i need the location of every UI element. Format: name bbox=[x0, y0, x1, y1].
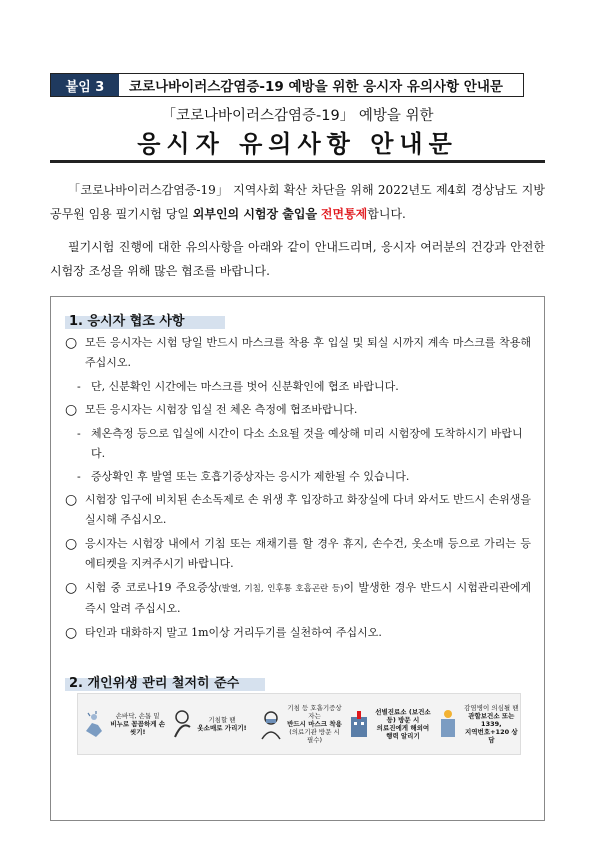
banner-line: 손바닥, 손톱 밑 bbox=[115, 712, 160, 720]
sub-item-text: 증상확인 후 발열 또는 호흡기증상자는 응시가 제한될 수 있습니다. bbox=[91, 470, 410, 483]
handwash-icon bbox=[82, 707, 106, 741]
banner-line: 의료진에게 해외여행력 알리기 bbox=[376, 724, 430, 740]
sub-item bbox=[65, 467, 531, 487]
list-item bbox=[65, 490, 531, 530]
banner-text bbox=[283, 704, 343, 744]
intro-text-d: 합니다. bbox=[367, 207, 406, 221]
symptom-examples: (발열, 기침, 인후통 호흡곤란 등) bbox=[218, 584, 344, 594]
bullet-mark: ○ bbox=[65, 536, 78, 552]
banner-cell-hotline bbox=[432, 694, 520, 754]
intro-text-a: 「코로나바이러스감염증-19」 지역사회 확산 차단을 위해 2022년도 제4회 경상남도 지방공무원 임용 필기시험 당일 bbox=[50, 183, 545, 221]
banner-line: 기침할 땐 bbox=[208, 716, 236, 724]
intro-text-red: 전면통제 bbox=[320, 207, 368, 221]
sub-item bbox=[65, 377, 531, 397]
attachment-tag: 붙임 3 bbox=[51, 74, 119, 96]
banner-line: 선별진료소 (보건소 등) 방문 시 bbox=[375, 708, 431, 724]
list-item-text: 타인과 대화하지 말고 1m이상 거리두기를 실천하여 주십시오. bbox=[85, 626, 382, 639]
banner-line: 지역번호+120 상담 bbox=[464, 728, 518, 744]
banner-cell-cough bbox=[166, 694, 254, 754]
sub-item bbox=[65, 424, 531, 464]
bullet-mark: ○ bbox=[65, 625, 78, 641]
section-1-title: 1. 응시자 협조 사항 bbox=[65, 309, 225, 329]
dash-mark: - bbox=[77, 427, 81, 440]
banner-text bbox=[106, 712, 166, 736]
mask-person-icon bbox=[259, 707, 283, 741]
banner-line: 반드시 마스크 착용 bbox=[287, 720, 342, 728]
list-item-text: 모든 응시자는 시험장 입실 전 체온 측정에 협조바랍니다. bbox=[85, 403, 358, 416]
cough-icon bbox=[170, 707, 194, 741]
intro-text-b: 외부인의 시험장 출입을 bbox=[192, 207, 318, 221]
list-item-text bbox=[85, 578, 531, 619]
banner-cell-handwash bbox=[78, 694, 166, 754]
list-item bbox=[65, 534, 531, 574]
banner-line: 옷소매로 가리기! bbox=[197, 724, 247, 732]
sub-item-text: 체온측정 등으로 입실에 시간이 다소 소요될 것을 예상해 미리 시험장에 도착하시기 바랍니다. bbox=[91, 427, 523, 460]
bullet-mark: ○ bbox=[65, 580, 78, 596]
list-item-text: 모든 응시자는 시험 당일 반드시 마스크를 착용 후 입실 및 퇴실 시까지 계속 마스크를 착용해 주십시오. bbox=[85, 336, 531, 369]
intro-paragraph-1 bbox=[50, 178, 545, 226]
section-1-list bbox=[65, 333, 531, 647]
title-rule bbox=[50, 160, 545, 163]
hotline-icon bbox=[436, 707, 460, 741]
list-item bbox=[65, 623, 531, 643]
list-item-text: 응시자는 시험장 내에서 기침 또는 재채기를 할 경우 휴지, 손수건, 옷소매 등으로 가리는 등 에티켓을 지켜주시기 바랍니다. bbox=[85, 537, 531, 570]
banner-line: 비누로 꼼꼼하게 손씻기! bbox=[110, 720, 166, 736]
list-item bbox=[65, 578, 531, 619]
symptom-rest: 이 발생한 경우 반드시 시험관리관에게 즉시 알려 주십시오. bbox=[85, 581, 531, 615]
hospital-icon bbox=[347, 707, 371, 741]
hygiene-banner bbox=[77, 693, 521, 755]
banner-cell-mask bbox=[255, 694, 343, 754]
banner-line: 기침 등 호흡기증상자는 bbox=[287, 704, 342, 720]
banner-text bbox=[371, 708, 431, 740]
banner-line: 관할보건소 또는 1339, bbox=[468, 712, 515, 728]
header-box bbox=[50, 73, 524, 97]
list-item bbox=[65, 400, 531, 420]
banner-cell-clinic bbox=[343, 694, 431, 754]
bullet-mark: ○ bbox=[65, 335, 78, 351]
banner-text bbox=[460, 704, 520, 744]
banner-line: 감염병이 의심될 땐 bbox=[464, 704, 519, 712]
header-title: 코로나바이러스감염증-19 예방을 위한 응시자 유의사항 안내문 bbox=[129, 79, 503, 95]
banner-text bbox=[194, 716, 246, 732]
list-item bbox=[65, 333, 531, 373]
intro-paragraph-2: 필기시험 진행에 대한 유의사항을 아래와 같이 안내드리며, 응시자 여러분의 건강과 안전한 시험장 조성을 위해 많은 협조를 바랍니다. bbox=[50, 240, 545, 278]
symptom-lead: 시험 중 코로나19 주요증상 bbox=[85, 581, 219, 594]
bullet-mark: ○ bbox=[65, 492, 78, 508]
list-item-text: 시험장 입구에 비치된 손소독제로 손 위생 후 입장하고 화장실에 다녀 와서도 반드시 손위생을 실시해 주십시오. bbox=[85, 493, 531, 526]
main-title: 응시자 유의사항 안내문 bbox=[137, 130, 458, 158]
sub-title: 「코로나바이러스감염증-19」 예방을 위한 bbox=[161, 108, 434, 124]
banner-line: (의료기관 방문 시 필수) bbox=[289, 728, 340, 744]
dash-mark: - bbox=[77, 380, 81, 393]
guidance-panel bbox=[50, 296, 545, 821]
sub-item-text: 단, 신분확인 시간에는 마스크를 벗어 신분확인에 협조 바랍니다. bbox=[91, 380, 399, 393]
section-2-title: 2. 개인위생 관리 철저히 준수 bbox=[65, 671, 265, 691]
bullet-mark: ○ bbox=[65, 402, 78, 418]
dash-mark: - bbox=[77, 470, 81, 483]
